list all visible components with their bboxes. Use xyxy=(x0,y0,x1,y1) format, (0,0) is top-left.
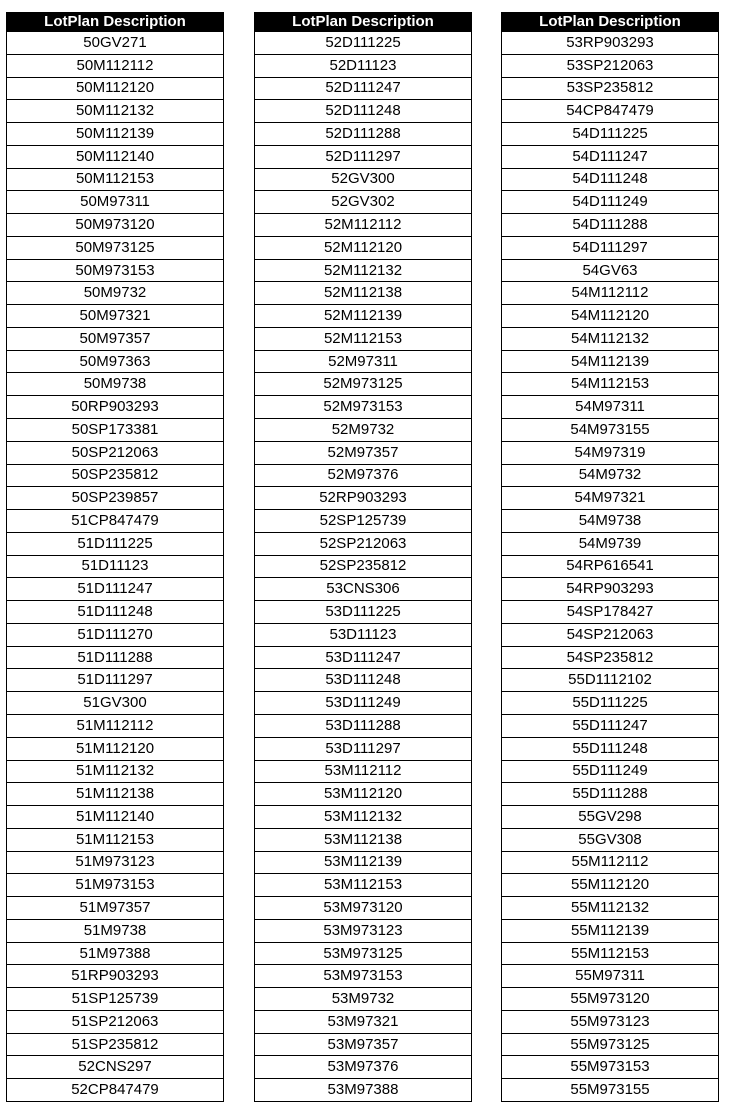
table-row xyxy=(255,669,472,692)
table-row xyxy=(7,555,224,578)
lotplan-cell: 54M112120 xyxy=(502,305,719,328)
table-row xyxy=(255,54,472,77)
table-row xyxy=(255,897,472,920)
table-row xyxy=(502,737,719,760)
lotplan-cell: 54M973155 xyxy=(502,419,719,442)
lotplan-cell: 55M973155 xyxy=(502,1079,719,1102)
table-row xyxy=(7,54,224,77)
table-row xyxy=(255,305,472,328)
table-row xyxy=(502,851,719,874)
table-row xyxy=(255,236,472,259)
table-row xyxy=(7,282,224,305)
table-row xyxy=(502,77,719,100)
lotplan-cell: 52D11123 xyxy=(255,54,472,77)
table-row xyxy=(255,1079,472,1102)
lotplan-table-1 xyxy=(6,12,224,1102)
table-body xyxy=(502,32,719,1102)
lotplan-cell: 55M112153 xyxy=(502,942,719,965)
table-row xyxy=(7,942,224,965)
lotplan-cell: 52D111247 xyxy=(255,77,472,100)
lotplan-cell: 53M112138 xyxy=(255,828,472,851)
table-row xyxy=(7,578,224,601)
lotplan-cell: 51RP903293 xyxy=(7,965,224,988)
lotplan-cell: 55M112120 xyxy=(502,874,719,897)
lotplan-cell: 51M973123 xyxy=(7,851,224,874)
lotplan-cell: 54M97321 xyxy=(502,487,719,510)
table-row xyxy=(255,1033,472,1056)
table-row xyxy=(255,760,472,783)
lotplan-cell: 52GV302 xyxy=(255,191,472,214)
table-row xyxy=(502,373,719,396)
lotplan-cell: 53M973123 xyxy=(255,919,472,942)
lotplan-cell: 53M112112 xyxy=(255,760,472,783)
table-row xyxy=(7,737,224,760)
lotplan-cell: 51D111248 xyxy=(7,601,224,624)
table-row xyxy=(502,714,719,737)
table-row xyxy=(502,828,719,851)
table-row xyxy=(7,214,224,237)
table-row xyxy=(7,373,224,396)
lotplan-cell: 51SP212063 xyxy=(7,1010,224,1033)
table-row xyxy=(255,828,472,851)
lotplan-cell: 54M112132 xyxy=(502,327,719,350)
table-row xyxy=(502,578,719,601)
lotplan-cell: 55M973120 xyxy=(502,988,719,1011)
table-row xyxy=(502,874,719,897)
table-row xyxy=(502,555,719,578)
lotplan-cell: 53M97376 xyxy=(255,1056,472,1079)
table-row xyxy=(502,692,719,715)
lotplan-cell: 51M112112 xyxy=(7,714,224,737)
table-header-row xyxy=(502,13,719,32)
table-row xyxy=(502,942,719,965)
lotplan-cell: 55GV308 xyxy=(502,828,719,851)
lotplan-cell: 50M973120 xyxy=(7,214,224,237)
table-row xyxy=(255,32,472,55)
lotplan-cell: 53D111225 xyxy=(255,601,472,624)
table-row xyxy=(502,897,719,920)
table-row xyxy=(502,760,719,783)
lotplan-cell: 53M973125 xyxy=(255,942,472,965)
table-row xyxy=(502,646,719,669)
lotplan-cell: 54M97319 xyxy=(502,441,719,464)
table-header-row xyxy=(255,13,472,32)
lotplan-cell: 51D11123 xyxy=(7,555,224,578)
table-row xyxy=(7,441,224,464)
lotplan-cell: 54D111249 xyxy=(502,191,719,214)
lotplan-cell: 54SP212063 xyxy=(502,623,719,646)
lotplan-cell: 55D111248 xyxy=(502,737,719,760)
lotplan-cell: 51M97357 xyxy=(7,897,224,920)
table-row xyxy=(7,601,224,624)
table-row xyxy=(7,191,224,214)
lotplan-cell: 52D111248 xyxy=(255,100,472,123)
lotplan-cell: 51M112138 xyxy=(7,783,224,806)
table-row xyxy=(255,464,472,487)
lotplan-cell: 51D111247 xyxy=(7,578,224,601)
table-row xyxy=(7,100,224,123)
table-row xyxy=(7,32,224,55)
lotplan-cell: 55M112132 xyxy=(502,897,719,920)
lotplan-cell: 52RP903293 xyxy=(255,487,472,510)
lotplan-cell: 52M112112 xyxy=(255,214,472,237)
lotplan-cell: 54CP847479 xyxy=(502,100,719,123)
table-row xyxy=(255,123,472,146)
table-row xyxy=(502,305,719,328)
lotplan-cell: 53M9732 xyxy=(255,988,472,1011)
table-row xyxy=(502,1056,719,1079)
table-row xyxy=(255,942,472,965)
table-row xyxy=(7,669,224,692)
lotplan-cell: 51SP235812 xyxy=(7,1033,224,1056)
table-row xyxy=(7,965,224,988)
lotplan-cell: 55M973125 xyxy=(502,1033,719,1056)
table-row xyxy=(502,806,719,829)
lotplan-cell: 50SP235812 xyxy=(7,464,224,487)
lotplan-cell: 55D1112102 xyxy=(502,669,719,692)
lotplan-cell: 53M97388 xyxy=(255,1079,472,1102)
table-header-row xyxy=(7,13,224,32)
lotplan-cell: 51D111225 xyxy=(7,532,224,555)
table-row xyxy=(255,145,472,168)
table-row xyxy=(255,259,472,282)
lotplan-cell: 53RP903293 xyxy=(502,32,719,55)
lotplan-cell: 53M112132 xyxy=(255,806,472,829)
table-body xyxy=(7,32,224,1102)
lotplan-cell: 52D111297 xyxy=(255,145,472,168)
table-row xyxy=(255,714,472,737)
lotplan-cell: 53M112153 xyxy=(255,874,472,897)
table-row xyxy=(7,259,224,282)
table-row xyxy=(7,168,224,191)
lotplan-cell: 50M112132 xyxy=(7,100,224,123)
lotplan-cell: 54RP903293 xyxy=(502,578,719,601)
lotplan-cell: 52M97311 xyxy=(255,350,472,373)
table-row xyxy=(502,487,719,510)
table-row xyxy=(502,601,719,624)
lotplan-cell: 51M112140 xyxy=(7,806,224,829)
table-row xyxy=(255,327,472,350)
table-row xyxy=(255,555,472,578)
table-row xyxy=(255,988,472,1011)
table-row xyxy=(255,282,472,305)
lotplan-cell: 50M9738 xyxy=(7,373,224,396)
lotplan-cell: 55GV298 xyxy=(502,806,719,829)
lotplan-cell: 55D111249 xyxy=(502,760,719,783)
table-row xyxy=(7,396,224,419)
table-row xyxy=(502,396,719,419)
table-row xyxy=(502,988,719,1011)
lotplan-table-3 xyxy=(501,12,719,1102)
lotplan-cell: 50M97363 xyxy=(7,350,224,373)
lotplan-cell: 54D111297 xyxy=(502,236,719,259)
table-row xyxy=(255,874,472,897)
table-row xyxy=(502,282,719,305)
lotplan-cell: 53SP212063 xyxy=(502,54,719,77)
table-row xyxy=(255,806,472,829)
lotplan-cell: 51D111297 xyxy=(7,669,224,692)
lotplan-cell: 51CP847479 xyxy=(7,510,224,533)
table-row xyxy=(7,988,224,1011)
table-row xyxy=(255,692,472,715)
lotplan-cell: 52SP235812 xyxy=(255,555,472,578)
lotplan-cell: 51SP125739 xyxy=(7,988,224,1011)
lotplan-cell: 51M112120 xyxy=(7,737,224,760)
table-row xyxy=(7,828,224,851)
table-row xyxy=(255,191,472,214)
lotplan-cell: 52M97376 xyxy=(255,464,472,487)
lotplan-cell: 53D111249 xyxy=(255,692,472,715)
table-row xyxy=(7,1010,224,1033)
lotplan-cell: 50M97311 xyxy=(7,191,224,214)
lotplan-cell: 52M112138 xyxy=(255,282,472,305)
table-row xyxy=(7,77,224,100)
table-row xyxy=(7,783,224,806)
table-row xyxy=(502,259,719,282)
lotplan-cell: 54D111225 xyxy=(502,123,719,146)
lotplan-cell: 54M112112 xyxy=(502,282,719,305)
lotplan-cell: 54SP178427 xyxy=(502,601,719,624)
table-row xyxy=(7,1033,224,1056)
lotplan-cell: 52M973153 xyxy=(255,396,472,419)
lotplan-cell: 50M112139 xyxy=(7,123,224,146)
table-row xyxy=(502,1010,719,1033)
table-row xyxy=(502,669,719,692)
lotplan-cell: 54GV63 xyxy=(502,259,719,282)
column-header: LotPlan Description xyxy=(7,13,224,32)
table-row xyxy=(7,305,224,328)
lotplan-cell: 53M112120 xyxy=(255,783,472,806)
table-row xyxy=(255,919,472,942)
lotplan-cell: 55M112139 xyxy=(502,919,719,942)
lotplan-cell: 52SP212063 xyxy=(255,532,472,555)
table-body xyxy=(255,32,472,1102)
lotplan-cell: 54M9739 xyxy=(502,532,719,555)
lotplan-cell: 51M973153 xyxy=(7,874,224,897)
lotplan-cell: 55M97311 xyxy=(502,965,719,988)
lotplan-cell: 52CNS297 xyxy=(7,1056,224,1079)
lotplan-cell: 54SP235812 xyxy=(502,646,719,669)
lotplan-cell: 54D111247 xyxy=(502,145,719,168)
table-row xyxy=(255,487,472,510)
lotplan-cell: 55D111247 xyxy=(502,714,719,737)
column-header: LotPlan Description xyxy=(502,13,719,32)
table-row xyxy=(502,464,719,487)
lotplan-cell: 53D111247 xyxy=(255,646,472,669)
lotplan-cell: 51M112132 xyxy=(7,760,224,783)
lotplan-cell: 54M112153 xyxy=(502,373,719,396)
table-row xyxy=(502,532,719,555)
lotplan-cell: 53D111248 xyxy=(255,669,472,692)
lotplan-cell: 51M9738 xyxy=(7,919,224,942)
lotplan-cell: 50RP903293 xyxy=(7,396,224,419)
lotplan-cell: 54M112139 xyxy=(502,350,719,373)
table-row xyxy=(7,806,224,829)
table-row xyxy=(7,897,224,920)
table-row xyxy=(7,419,224,442)
lotplan-cell: 52M9732 xyxy=(255,419,472,442)
lotplan-cell: 53CNS306 xyxy=(255,578,472,601)
table-row xyxy=(502,123,719,146)
lotplan-cell: 50SP173381 xyxy=(7,419,224,442)
lotplan-cell: 51GV300 xyxy=(7,692,224,715)
table-row xyxy=(7,327,224,350)
lotplan-cell: 50M112153 xyxy=(7,168,224,191)
table-row xyxy=(7,851,224,874)
table-row xyxy=(502,145,719,168)
table-row xyxy=(255,965,472,988)
lotplan-cell: 52M112153 xyxy=(255,327,472,350)
lotplan-cell: 52D111225 xyxy=(255,32,472,55)
lotplan-cell: 50M97321 xyxy=(7,305,224,328)
table-row xyxy=(502,965,719,988)
lotplan-cell: 52CP847479 xyxy=(7,1079,224,1102)
table-row xyxy=(7,236,224,259)
lotplan-cell: 54D111288 xyxy=(502,214,719,237)
table-row xyxy=(502,350,719,373)
table-row xyxy=(502,623,719,646)
lotplan-cell: 50M112112 xyxy=(7,54,224,77)
table-row xyxy=(255,396,472,419)
table-row xyxy=(7,874,224,897)
table-row xyxy=(7,1079,224,1102)
lotplan-cell: 50SP239857 xyxy=(7,487,224,510)
lotplan-cell: 50M97357 xyxy=(7,327,224,350)
lotplan-cell: 54M9738 xyxy=(502,510,719,533)
lotplan-cell: 50M9732 xyxy=(7,282,224,305)
lotplan-cell: 52M112120 xyxy=(255,236,472,259)
table-row xyxy=(7,1056,224,1079)
table-row xyxy=(7,532,224,555)
table-row xyxy=(255,578,472,601)
table-row xyxy=(255,441,472,464)
table-row xyxy=(502,1033,719,1056)
table-row xyxy=(502,191,719,214)
table-row xyxy=(255,510,472,533)
table-row xyxy=(502,1079,719,1102)
table-row xyxy=(7,919,224,942)
lotplan-cell: 53M973120 xyxy=(255,897,472,920)
table-row xyxy=(7,350,224,373)
table-row xyxy=(255,737,472,760)
table-row xyxy=(255,214,472,237)
lotplan-cell: 51D111270 xyxy=(7,623,224,646)
table-row xyxy=(502,783,719,806)
lotplan-cell: 53D111288 xyxy=(255,714,472,737)
lotplan-cell: 52SP125739 xyxy=(255,510,472,533)
table-row xyxy=(502,214,719,237)
column-header: LotPlan Description xyxy=(255,13,472,32)
table-row xyxy=(502,510,719,533)
table-row xyxy=(7,714,224,737)
table-row xyxy=(255,623,472,646)
table-row xyxy=(7,464,224,487)
lotplan-cell: 53D111297 xyxy=(255,737,472,760)
table-row xyxy=(502,919,719,942)
lotplan-cell: 52M112132 xyxy=(255,259,472,282)
lotplan-cell: 55M112112 xyxy=(502,851,719,874)
lotplan-cell: 50GV271 xyxy=(7,32,224,55)
table-row xyxy=(255,419,472,442)
lotplan-cell: 53M97357 xyxy=(255,1033,472,1056)
table-row xyxy=(255,601,472,624)
table-row xyxy=(7,623,224,646)
lotplan-cell: 50M112140 xyxy=(7,145,224,168)
lotplan-cell: 55M973123 xyxy=(502,1010,719,1033)
lotplan-cell: 51M97388 xyxy=(7,942,224,965)
table-row xyxy=(255,100,472,123)
table-row xyxy=(7,487,224,510)
table-row xyxy=(502,236,719,259)
table-row xyxy=(7,510,224,533)
lotplan-cell: 51M112153 xyxy=(7,828,224,851)
table-row xyxy=(255,851,472,874)
lotplan-cell: 51D111288 xyxy=(7,646,224,669)
lotplan-cell: 53M973153 xyxy=(255,965,472,988)
lotplan-cell: 50M973153 xyxy=(7,259,224,282)
lotplan-cell: 54D111248 xyxy=(502,168,719,191)
lotplan-cell: 53SP235812 xyxy=(502,77,719,100)
lotplan-cell: 52D111288 xyxy=(255,123,472,146)
table-row xyxy=(502,32,719,55)
lotplan-table-2 xyxy=(254,12,472,1102)
lotplan-cell: 55D111288 xyxy=(502,783,719,806)
lotplan-cell: 50SP212063 xyxy=(7,441,224,464)
lotplan-cell: 53M112139 xyxy=(255,851,472,874)
table-row xyxy=(255,350,472,373)
table-row xyxy=(255,77,472,100)
table-row xyxy=(7,123,224,146)
lotplan-cell: 54RP616541 xyxy=(502,555,719,578)
table-row xyxy=(255,646,472,669)
table-row xyxy=(7,760,224,783)
lotplan-cell: 55M973153 xyxy=(502,1056,719,1079)
table-row xyxy=(7,145,224,168)
lotplan-cell: 53M97321 xyxy=(255,1010,472,1033)
lotplan-cell: 50M112120 xyxy=(7,77,224,100)
lotplan-cell: 52M973125 xyxy=(255,373,472,396)
table-row xyxy=(255,532,472,555)
lotplan-cell: 52M112139 xyxy=(255,305,472,328)
table-row xyxy=(255,783,472,806)
table-row xyxy=(502,54,719,77)
table-row xyxy=(502,419,719,442)
lotplan-cell: 50M973125 xyxy=(7,236,224,259)
table-row xyxy=(502,168,719,191)
lotplan-cell: 54M97311 xyxy=(502,396,719,419)
lotplan-cell: 53D11123 xyxy=(255,623,472,646)
table-row xyxy=(255,168,472,191)
table-row xyxy=(7,646,224,669)
table-row xyxy=(255,1056,472,1079)
table-row xyxy=(255,1010,472,1033)
lotplan-cell: 52GV300 xyxy=(255,168,472,191)
lotplan-cell: 52M97357 xyxy=(255,441,472,464)
table-row xyxy=(502,327,719,350)
table-row xyxy=(255,373,472,396)
table-row xyxy=(502,441,719,464)
table-row xyxy=(502,100,719,123)
table-row xyxy=(7,692,224,715)
lotplan-cell: 54M9732 xyxy=(502,464,719,487)
lotplan-cell: 55D111225 xyxy=(502,692,719,715)
